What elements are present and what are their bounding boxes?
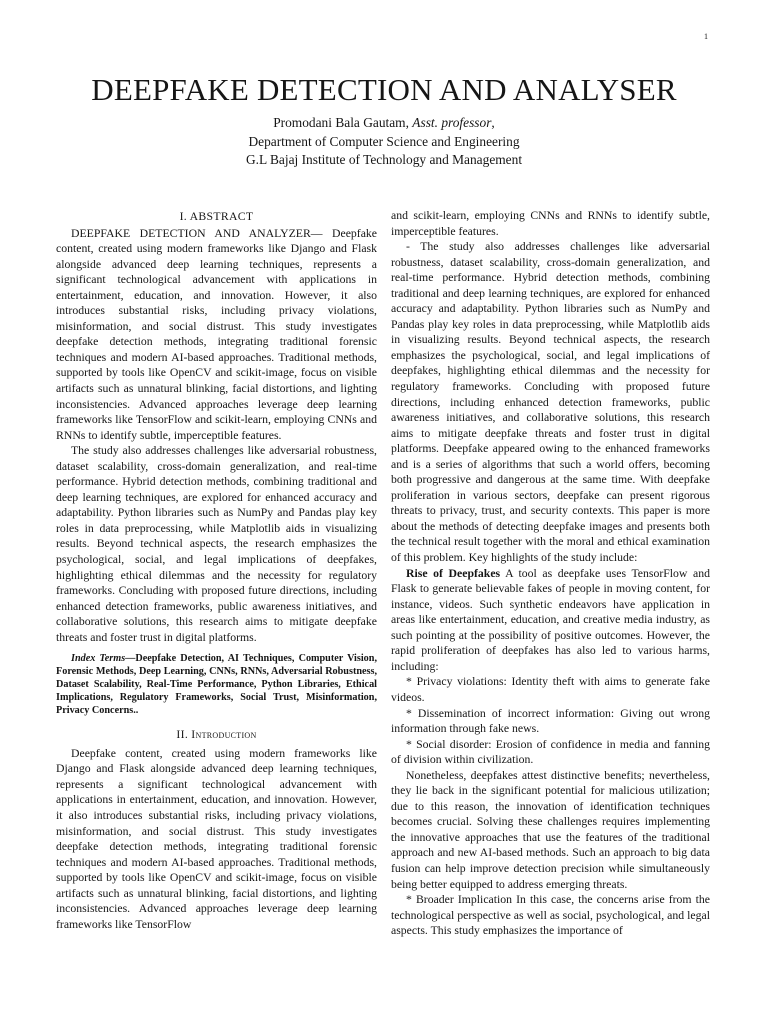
author-name: Promodani Bala Gautam, xyxy=(273,115,413,130)
author-institute: G.L Bajaj Institute of Technology and Management xyxy=(245,152,523,167)
broader-implication-paragraph: * Broader Implication In this case, the concerns arise from the technological perspective as well as social, psychological, and legal aspects. This study emphasizes the importance of xyxy=(391,893,710,938)
right-column xyxy=(391,208,710,939)
rise-of-deepfakes-text: A tool as deepfake uses TensorFlow and Flask to generate believable fakes of people in moving content, for instance, videos. Such synthetic endeavors have application in areas like entertainment, education, and creative media industry, as such pointing at the possibility of positive outcomes. However, the rapid proliferation of deepfakes has also led to various harms, including: xyxy=(391,566,710,673)
abstract-paragraph-1: DEEPFAKE DETECTION AND ANALYZER— Deepfake content, created using modern frameworks like Django and Flask alongside advanced deep learning techniques, represents a significant technological advancement with applications in entertainment, education, and innovation. However, it also introduces substantial risks, including privacy violations, misinformation, and social distrust. This study investigates deepfake detection methods, integrating traditional forensic techniques and modern AI-based approaches. Traditional methods, supported by tools like OpenCV and scikit-image, focus on visible artifacts such as unnatural blinking, facial distortions, and lighting inconsistencies. Advanced approaches leverage deep learning frameworks like TensorFlow and scikit-learn, employing CNNs and RNNs to identify subtle, imperceptible features. xyxy=(56,226,377,442)
index-terms-label: Index Terms xyxy=(71,653,126,665)
introduction-paragraph-1: Deepfake content, created using modern frameworks like Django and Flask alongside advanced deep learning techniques, represents a significant technological advancement with applications in entertainment, education, and innovation. However, it also introduces substantial risks, including privacy violations, misinformation, and social distrust. This study investigates deepfake detection methods, integrating traditional forensic techniques and modern AI-based approaches. Traditional methods, supported by tools like OpenCV and scikit-image, focus on visible artifacts such as unnatural blinking, facial distortions, and lighting inconsistencies. Advanced approaches leverage deep learning frameworks like TensorFlow xyxy=(56,746,377,931)
author-role-suffix: , xyxy=(491,115,495,130)
index-terms-text: —Deepfake Detection, AI Techniques, Computer Vision, Forensic Methods, Deep Learning, CNNs, RNNs, Adversarial Robustness, Dataset Scalability, Real-Time Performance, Python Libraries, Ethical Implications, Regulatory Frameworks, Social Trust, Misinformation, Privacy Concerns.. xyxy=(56,653,377,716)
author-role: Asst. professor xyxy=(412,115,492,130)
rise-of-deepfakes-paragraph xyxy=(391,566,710,675)
page-number: 1 xyxy=(704,32,708,41)
index-terms xyxy=(56,653,377,717)
harm-item-social-disorder: * Social disorder: Erosion of confidence in media and fanning of division within civilization. xyxy=(391,737,710,767)
introduction-heading-text: Introduction xyxy=(191,728,257,742)
introduction-heading-number: II. xyxy=(176,728,192,742)
abstract-heading: I. ABSTRACT xyxy=(179,210,254,223)
challenges-paragraph: - The study also addresses challenges like adversarial robustness, dataset scalability, cross-domain generalization, and real-time performance. Hybrid detection methods, combining traditional and deep learning techniques, are explored for enhanced accuracy and adaptability. Python libraries such as NumPy and Pandas play key roles in data preprocessing, while Matplotlib aids in visualizing results. Beyond technical aspects, the research emphasizes the psychological, social, and legal implications of deepfakes, highlighting ethical dilemmas and the necessity for regulatory frameworks. Concluding with proposed future directions, including enhanced detection frameworks, public awareness initiatives, and collaborative solutions, this research aims to mitigate deepfake threats and foster trust in digital platforms. Deepfake appeared owing to the enhanced frameworks and is a series of algorithms that such a world offers, becoming both progressive and dangerous at the same time. With deepfake proliferation in various sectors, deepfake can present rigorous threats to privacy, trust, and security contexts. This paper is more about the methods of detecting deepfake images and presents both the technical result together with the moral and ethical examination of this problem. Key highlights of the study include: xyxy=(391,240,710,565)
rise-of-deepfakes-label: Rise of Deepfakes xyxy=(406,566,501,580)
introduction-heading xyxy=(56,727,377,743)
nonetheless-paragraph: Nonetheless, deepfakes attest distinctive benefits; nevertheless, they lie back in the significant potential for malicious utilization; due to this reason, the innovation of identification techniques becomes crucial. Solving these challenges requires implementing the innovative approaches that use the features of the traditional approach and new AI-based methods. Such an approach to big data fusion can help improve detection precision while simultaneously being better equipped to address emerging threats. xyxy=(391,768,710,891)
harm-item-privacy: * Privacy violations: Identity theft with aims to generate fake videos. xyxy=(391,675,710,704)
author-block xyxy=(0,114,768,170)
continued-paragraph: and scikit-learn, employing CNNs and RNNs to identify subtle, imperceptible features. xyxy=(391,209,710,238)
author-department: Department of Computer Science and Engineering xyxy=(248,133,520,149)
paper-title: DEEPFAKE DETECTION AND ANALYSER xyxy=(91,72,677,107)
author-line xyxy=(0,114,768,133)
left-column xyxy=(56,209,377,932)
abstract-paragraph-2: The study also addresses challenges like adversarial robustness, dataset scalability, cross-domain generalization, and real-time performance. Hybrid detection methods, combining traditional and deep learning techniques, are explored for enhanced accuracy and adaptability. Python libraries such as NumPy and Pandas play key roles in data preprocessing, while Matplotlib aids in visualizing results. Beyond technical aspects, the research emphasizes the psychological, social, and legal implications of deepfakes, highlighting ethical dilemmas and the necessity for regulatory frameworks. Concluding with proposed future directions, including enhanced detection frameworks, public awareness initiatives, and collaborative solutions, this research aims to mitigate deepfake threats and foster trust in digital platforms. xyxy=(56,444,377,644)
harm-item-misinformation: * Dissemination of incorrect information: Giving out wrong information through fake news. xyxy=(391,706,710,736)
